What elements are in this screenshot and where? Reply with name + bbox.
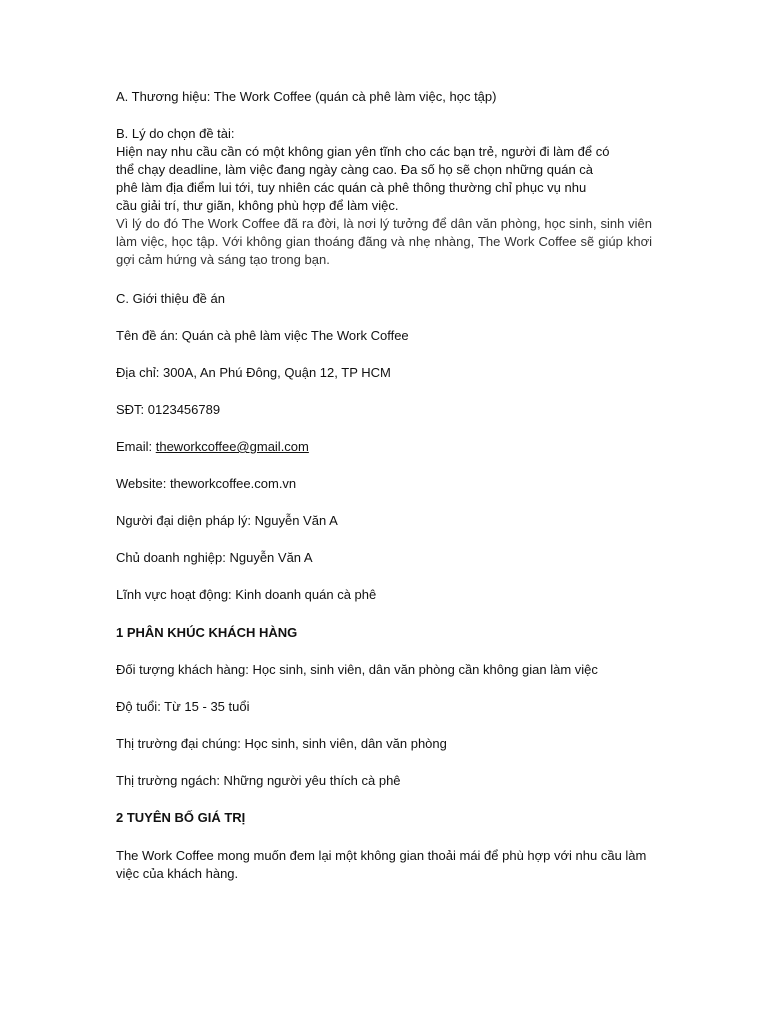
- phone: SĐT: 0123456789: [116, 402, 221, 417]
- heading-value-proposition: 2 TUYÊN BỐ GIÁ TRỊ: [116, 810, 246, 825]
- address: Địa chỉ: 300A, An Phú Đông, Quận 12, TP HCM: [116, 365, 391, 380]
- section-b-paragraph-2: Vì lý do đó The Work Coffee đã ra đời, là nơi lý tưởng để dân văn phòng, học sinh, sinh viên làm việc, học tập. Với không gian thoáng đãng và nhẹ nhàng, The Work Coffee sẽ giúp khơi gợi cảm hứng và sáng tạo trong bạn.: [116, 216, 652, 267]
- email-line: [116, 438, 309, 456]
- website: Website: theworkcoffee.com.vn: [116, 476, 297, 491]
- business-owner: Chủ doanh nghiệp: Nguyễn Văn A: [116, 550, 313, 565]
- email-label: Email:: [116, 439, 156, 454]
- section-a-brand: A. Thương hiệu: The Work Coffee (quán cà phê làm việc, học tập): [116, 89, 497, 104]
- section-c-title: C. Giới thiệu đề án: [116, 291, 225, 306]
- target-customers: Đối tượng khách hàng: Học sinh, sinh viên, dân văn phòng cần không gian làm việc: [116, 662, 598, 677]
- business-field: Lĩnh vực hoạt động: Kinh doanh quán cà phê: [116, 587, 377, 602]
- heading-customer-segments: 1 PHÂN KHÚC KHÁCH HÀNG: [116, 625, 298, 640]
- paragraph-line: cầu giải trí, thư giãn, không phù hợp để làm việc.: [116, 198, 399, 213]
- project-name: Tên đề án: Quán cà phê làm việc The Work Coffee: [116, 328, 409, 343]
- niche-market: Thị trường ngách: Những người yêu thích cà phê: [116, 773, 401, 788]
- paragraph-line: Hiện nay nhu cầu cần có một không gian yên tĩnh cho các bạn trẻ, người đi làm để có: [116, 144, 610, 159]
- email-link[interactable]: theworkcoffee@gmail.com: [155, 439, 309, 454]
- section-b-title: B. Lý do chọn đề tài:: [116, 126, 235, 141]
- paragraph-line: phê làm địa điểm lui tới, tuy nhiên các quán cà phê thông thường chỉ phục vụ nhu: [116, 180, 587, 195]
- section-b-paragraph-1: [116, 143, 652, 215]
- legal-representative: Người đại diện pháp lý: Nguyễn Văn A: [116, 513, 338, 528]
- value-proposition-paragraph: The Work Coffee mong muốn đem lại một không gian thoải mái để phù hợp với nhu cầu làm việc của khách hàng.: [116, 848, 647, 881]
- paragraph-line: thể chạy deadline, làm việc đang ngày càng cao. Đa số họ sẽ chọn những quán cà: [116, 162, 594, 177]
- age-range: Độ tuổi: Từ 15 - 35 tuổi: [116, 699, 250, 714]
- mass-market: Thị trường đại chúng: Học sinh, sinh viên, dân văn phòng: [116, 736, 447, 751]
